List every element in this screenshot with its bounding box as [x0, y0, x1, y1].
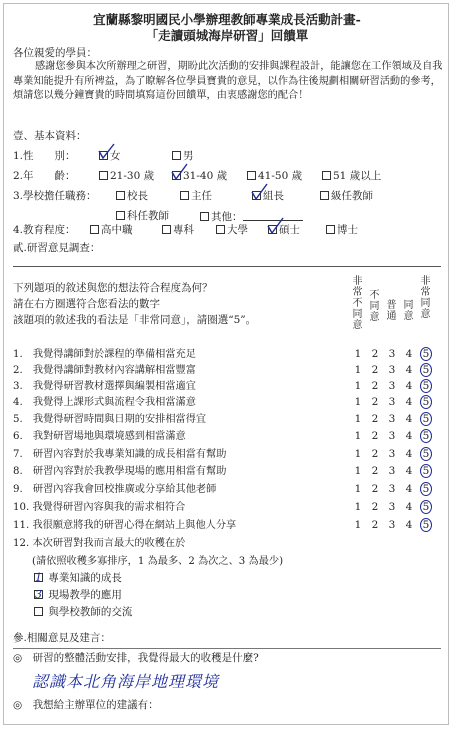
rank-option-2[interactable]: 3 現場教學的應用: [35, 588, 122, 601]
rating-option-4[interactable]: 4: [405, 519, 413, 531]
rating-option-3[interactable]: 3: [388, 380, 396, 392]
circled-answer-mark: [420, 518, 432, 532]
rating-option-1[interactable]: 1: [354, 519, 362, 531]
rank-mark: 1: [35, 571, 42, 584]
gender-option-male[interactable]: 男: [172, 150, 194, 163]
rating-option-5[interactable]: 5: [422, 413, 430, 425]
circled-answer-mark: [420, 395, 432, 409]
circled-answer-mark: [420, 464, 432, 478]
checkbox[interactable]: [247, 171, 256, 180]
survey-item-text: 11. 我很願意將我的研習心得在網站上與他人分享: [13, 520, 237, 531]
checkbox[interactable]: [116, 191, 125, 200]
rating-option-4[interactable]: 4: [405, 380, 413, 392]
survey-item-text: 5. 我覺得研習時間與日期的安排相當得宜: [13, 414, 207, 425]
rating-option-1[interactable]: 1: [354, 413, 362, 425]
checkbox[interactable]: [200, 212, 209, 221]
survey-item-text: 3. 我覺得研習教材選擇與編製相當適宜: [13, 381, 196, 392]
rating-option-2[interactable]: 2: [371, 413, 379, 425]
rating-option-5[interactable]: 5: [422, 501, 430, 513]
survey-instruction-1: 下列題項的敘述與您的想法符合程度為何？: [13, 282, 213, 294]
basic-heading: 壹、基本資料：: [13, 130, 87, 142]
rating-option-4[interactable]: 4: [405, 501, 413, 513]
rating-option-4[interactable]: 4: [405, 448, 413, 460]
circled-answer-mark: [420, 347, 432, 361]
form-title-line2: 「走讀頭城海岸研習」回饋單: [145, 28, 309, 43]
rating-option-4[interactable]: 4: [405, 396, 413, 408]
age-option-41-50[interactable]: 41-50 歲: [247, 170, 302, 183]
column-header-agree: 同意: [403, 300, 414, 322]
edu-option-highschool[interactable]: 高中職: [90, 224, 133, 237]
rating-option-5[interactable]: 5: [422, 364, 430, 376]
rating-option-2[interactable]: 2: [371, 483, 379, 495]
check-mark-icon: [250, 181, 270, 201]
suggest-question-2: ◎ 我想給主辦單位的建議有：: [13, 699, 159, 711]
checkbox[interactable]: [172, 151, 181, 160]
circled-answer-mark: [420, 412, 432, 426]
rating-option-2[interactable]: 2: [371, 364, 379, 376]
rating-option-2[interactable]: 2: [371, 396, 379, 408]
survey-item-text: 2. 我覺得講師對教材內容講解相當豐富: [13, 365, 196, 376]
rating-option-2[interactable]: 2: [371, 380, 379, 392]
checkbox[interactable]: [180, 191, 189, 200]
position-option-subject[interactable]: 科任教師: [116, 210, 169, 223]
rating-option-2[interactable]: 2: [371, 430, 379, 442]
handwritten-answer: 認識本北角海岸地理環境: [32, 672, 220, 691]
age-option-21-30[interactable]: 21-30 歲: [99, 170, 154, 183]
rank-option-1[interactable]: 1 專業知識的成長: [35, 571, 122, 584]
rank-option-3[interactable]: 與學校教師的交流: [34, 606, 132, 619]
rating-option-5[interactable]: 5: [422, 519, 430, 531]
age-label: 2.年 齡：: [13, 170, 76, 182]
position-option-principal[interactable]: 校長: [116, 190, 148, 203]
edu-option-phd[interactable]: 博士: [326, 224, 358, 237]
rating-option-3[interactable]: 3: [388, 483, 396, 495]
gender-label: 1.性 別：: [13, 150, 76, 162]
rating-option-3[interactable]: 3: [388, 501, 396, 513]
position-option-homeroom[interactable]: 級任教師: [320, 190, 373, 203]
rating-option-2[interactable]: 2: [371, 519, 379, 531]
column-header-disagree: 不同意: [369, 290, 380, 323]
circled-answer-mark: [420, 447, 432, 461]
rank-mark: 3: [35, 588, 42, 601]
rating-option-3[interactable]: 3: [388, 348, 396, 360]
circled-answer-mark: [420, 363, 432, 377]
rating-option-4[interactable]: 4: [405, 348, 413, 360]
circled-answer-mark: [420, 429, 432, 443]
suggest-heading: 參.相關意見及建言：: [13, 632, 111, 644]
rating-option-1[interactable]: 1: [354, 448, 362, 460]
rating-option-2[interactable]: 2: [371, 501, 379, 513]
rating-option-5[interactable]: 5: [422, 448, 430, 460]
rating-option-1[interactable]: 1: [354, 396, 362, 408]
rank-box[interactable]: [34, 590, 43, 599]
edu-option-college[interactable]: 專科: [162, 224, 194, 237]
rating-option-4[interactable]: 4: [405, 430, 413, 442]
circled-answer-mark: [420, 482, 432, 496]
greeting: 各位親愛的學員：: [13, 47, 97, 59]
checkbox[interactable]: [320, 191, 329, 200]
checkbox[interactable]: [162, 225, 171, 234]
rating-option-4[interactable]: 4: [405, 413, 413, 425]
rating-option-3[interactable]: 3: [388, 430, 396, 442]
column-header-strongly-agree: 非常同意: [420, 276, 431, 320]
suggest-question-1: ◎ 研習的整體活動安排，我覺得最大的收穫是什麼?: [13, 652, 259, 664]
survey-item-text: 9. 研習內容我會回校推廣或分享給其他老師: [13, 484, 217, 495]
rating-option-1[interactable]: 1: [354, 465, 362, 477]
rating-option-1[interactable]: 1: [354, 483, 362, 495]
edu-option-university[interactable]: 大學: [216, 224, 248, 237]
rating-option-4[interactable]: 4: [405, 483, 413, 495]
rating-option-3[interactable]: 3: [388, 448, 396, 460]
rating-option-5[interactable]: 5: [422, 430, 430, 442]
survey-item-text: 7. 研習內容對於我專業知識的成長相當有幫助: [13, 449, 227, 460]
rating-option-1[interactable]: 1: [354, 380, 362, 392]
rating-option-5[interactable]: 5: [422, 465, 430, 477]
survey-item-text: 6. 我對研習場地與環境感到相當滿意: [13, 431, 186, 442]
rating-option-5[interactable]: 5: [422, 483, 430, 495]
age-option-51-up[interactable]: 51 歲以上: [322, 170, 381, 183]
rating-option-4[interactable]: 4: [405, 364, 413, 376]
rating-option-1[interactable]: 1: [354, 430, 362, 442]
divider: [13, 266, 441, 267]
survey-item-text: 4. 我覺得上課形式與流程令我相當滿意: [13, 397, 196, 408]
rating-option-2[interactable]: 2: [371, 465, 379, 477]
divider: [13, 648, 441, 649]
rating-option-3[interactable]: 3: [388, 465, 396, 477]
rating-option-3[interactable]: 3: [388, 413, 396, 425]
rating-option-3[interactable]: 3: [388, 364, 396, 376]
rank-box[interactable]: [34, 607, 43, 616]
item-12-note: (請依照收穫多寡排序，1 為最多、2 為次之、3 為最少): [32, 556, 284, 567]
position-option-other[interactable]: 其他：: [200, 210, 303, 224]
checkbox[interactable]: [99, 171, 108, 180]
rating-option-3[interactable]: 3: [388, 396, 396, 408]
survey-item-text: 10. 我覺得研習內容與我的需求相符合: [13, 502, 186, 513]
checkbox[interactable]: [90, 225, 99, 234]
gender-option-female[interactable]: 女: [99, 150, 121, 163]
rating-option-1[interactable]: 1: [354, 348, 362, 360]
edu-option-master[interactable]: 碩士: [268, 224, 300, 237]
intro-paragraph: 感謝您參與本次所辦理之研習，期盼此次活動的安排與課程設計，能讓您在工作領域及自我專業知能提升有所裨益，為了瞭解各位學員寶貴的意見，以作為往後規劃相關研習活動的參考，煩請您以幾分鐘寶貴的時間填寫這份回饋單，由衷感謝您的配合！: [13, 61, 443, 102]
checkbox[interactable]: [116, 211, 125, 220]
form-title-line1: 宜蘭縣黎明國民小學辦理教師專業成長活動計畫-: [93, 12, 361, 27]
rating-option-5[interactable]: 5: [422, 396, 430, 408]
checkbox[interactable]: [326, 225, 335, 234]
rating-option-3[interactable]: 3: [388, 519, 396, 531]
check-mark-icon: [266, 215, 286, 235]
survey-instruction-3: 該題項的敘述我的看法是「非常同意」，請圈選“5”。: [13, 314, 257, 326]
rating-option-5[interactable]: 5: [422, 380, 430, 392]
checkbox[interactable]: [322, 171, 331, 180]
survey-heading: 貳.研習意見調查：: [13, 242, 101, 254]
check-mark-icon: [97, 143, 117, 161]
circled-answer-mark: [420, 500, 432, 514]
item-12-question: 12. 本次研習對我而言最大的收穫在於: [13, 538, 186, 549]
education-label: 4.教育程度：: [13, 224, 76, 236]
check-mark-icon: [170, 162, 190, 182]
rating-option-5[interactable]: 5: [422, 348, 430, 360]
survey-instruction-2: 請在右方圈選符合您看法的數字: [13, 298, 160, 310]
age-option-31-40[interactable]: 31-40 歲: [172, 170, 227, 183]
rank-box[interactable]: [34, 573, 43, 582]
rating-option-1[interactable]: 1: [354, 364, 362, 376]
survey-item-text: 1. 我覺得講師對於課程的準備相當充足: [13, 349, 196, 360]
circled-answer-mark: [420, 379, 432, 393]
survey-item-text: 8. 研習內容對於我教學現場的應用相當有幫助: [13, 466, 227, 477]
position-option-section-chief[interactable]: 組長: [252, 190, 284, 203]
rating-option-2[interactable]: 2: [371, 348, 379, 360]
rating-option-4[interactable]: 4: [405, 465, 413, 477]
position-label: 3.學校擔任職務：: [13, 190, 97, 202]
rating-option-1[interactable]: 1: [354, 501, 362, 513]
checkbox[interactable]: [216, 225, 225, 234]
feedback-form: [3, 3, 449, 725]
position-option-director[interactable]: 主任: [180, 190, 212, 203]
rating-option-2[interactable]: 2: [371, 448, 379, 460]
column-header-neutral: 普通: [386, 300, 397, 322]
column-header-strongly-disagree: 非常不同意: [352, 276, 363, 331]
